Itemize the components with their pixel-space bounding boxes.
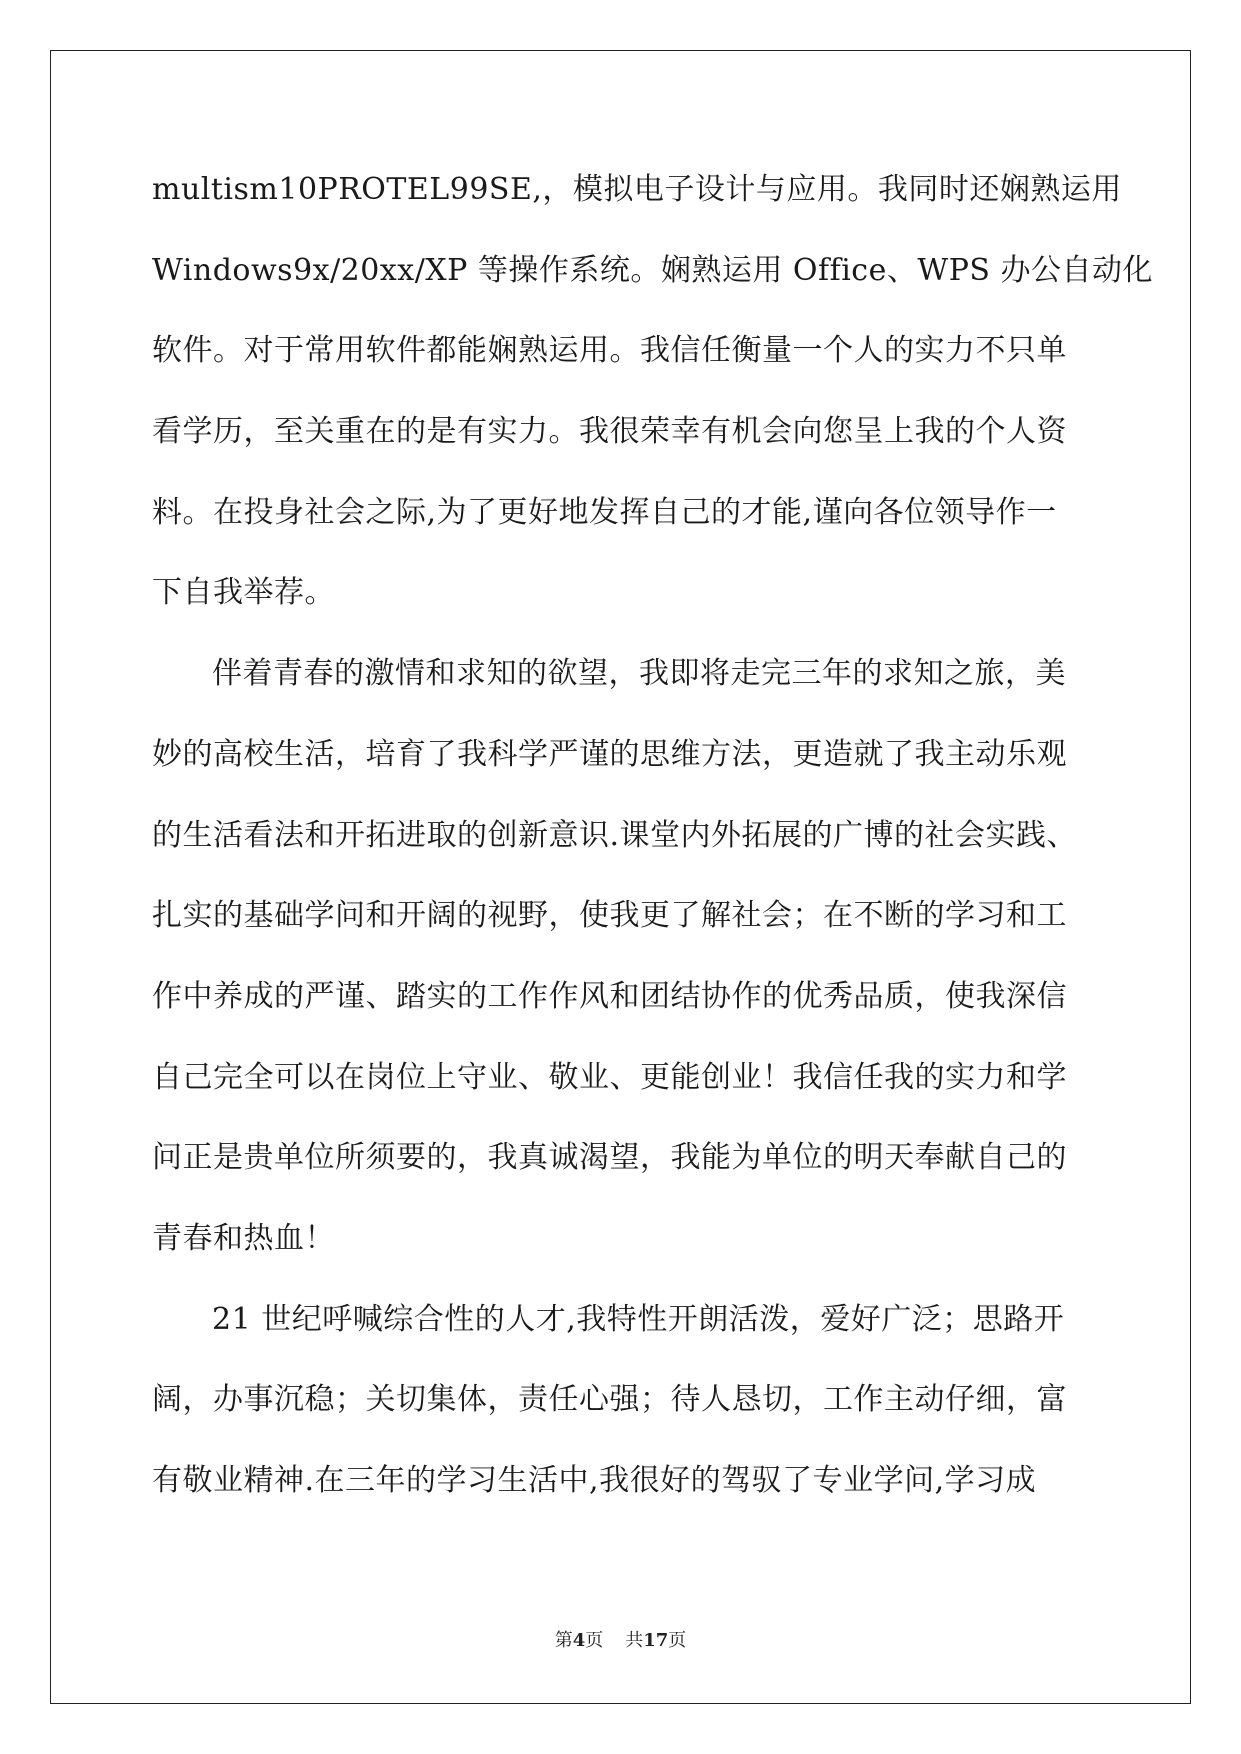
total-suffix: 页 <box>668 1630 687 1651</box>
total-pages: 17 <box>643 1630 669 1651</box>
text-line: 扎实的基础学问和开阔的视野，使我更了解社会；在不断的学习和工 <box>152 898 1067 934</box>
text-line: 妙的高校生活，培育了我科学严谨的思维方法，更造就了我主动乐观 <box>152 736 1067 772</box>
page-prefix: 第 <box>554 1630 573 1651</box>
page-footer <box>0 1626 1241 1652</box>
document-body <box>152 162 1153 1534</box>
text-line: 下自我举荐。 <box>152 575 335 611</box>
text-line: multism10PROTEL99SE,，模拟电子设计与应用。我同时还娴熟运用 <box>152 172 1122 207</box>
paragraph-start-line: 21 世纪呼喊综合性的人才,我特性开朗活泼，爱好广泛；思路开 <box>212 1301 1065 1337</box>
page-number: 4 <box>572 1630 586 1651</box>
text-line: 自己完全可以在岗位上守业、敬业、更能创业！我信任我的实力和学 <box>152 1059 1067 1095</box>
text-line: Windows9x/20xx/XP 等操作系统。娴熟运用 Office、WPS 办公自动化 <box>152 252 1153 288</box>
text-line: 的生活看法和开拓进取的创新意识.课堂内外拓展的广博的社会实践、 <box>152 817 1078 853</box>
text-line: 问正是贵单位所须要的，我真诚渴望，我能为单位的明天奉献自己的 <box>152 1140 1067 1176</box>
text-line: 看学历，至关重在的是有实力。我很荣幸有机会向您呈上我的个人资 <box>152 414 1067 450</box>
text-line: 料。在投身社会之际,为了更好地发挥自己的才能,谨向各位领导作一 <box>152 494 1057 530</box>
paragraph-start-line: 伴着青春的激情和求知的欲望，我即将走完三年的求知之旅，美 <box>212 656 1066 692</box>
text-line: 青春和热血！ <box>152 1220 335 1256</box>
text-line: 软件。对于常用软件都能娴熟运用。我信任衡量一个人的实力不只单 <box>152 333 1067 369</box>
total-prefix: 共 <box>625 1630 644 1651</box>
page-suffix: 页 <box>585 1630 604 1651</box>
text-line: 有敬业精神.在三年的学习生活中,我很好的驾驭了专业学问,学习成 <box>152 1463 1037 1498</box>
text-line: 作中养成的严谨、踏实的工作作风和团结协作的优秀品质，使我深信 <box>152 978 1067 1014</box>
text-line: 阔，办事沉稳；关切集体，责任心强；待人恳切，工作主动仔细，富 <box>152 1382 1067 1418</box>
